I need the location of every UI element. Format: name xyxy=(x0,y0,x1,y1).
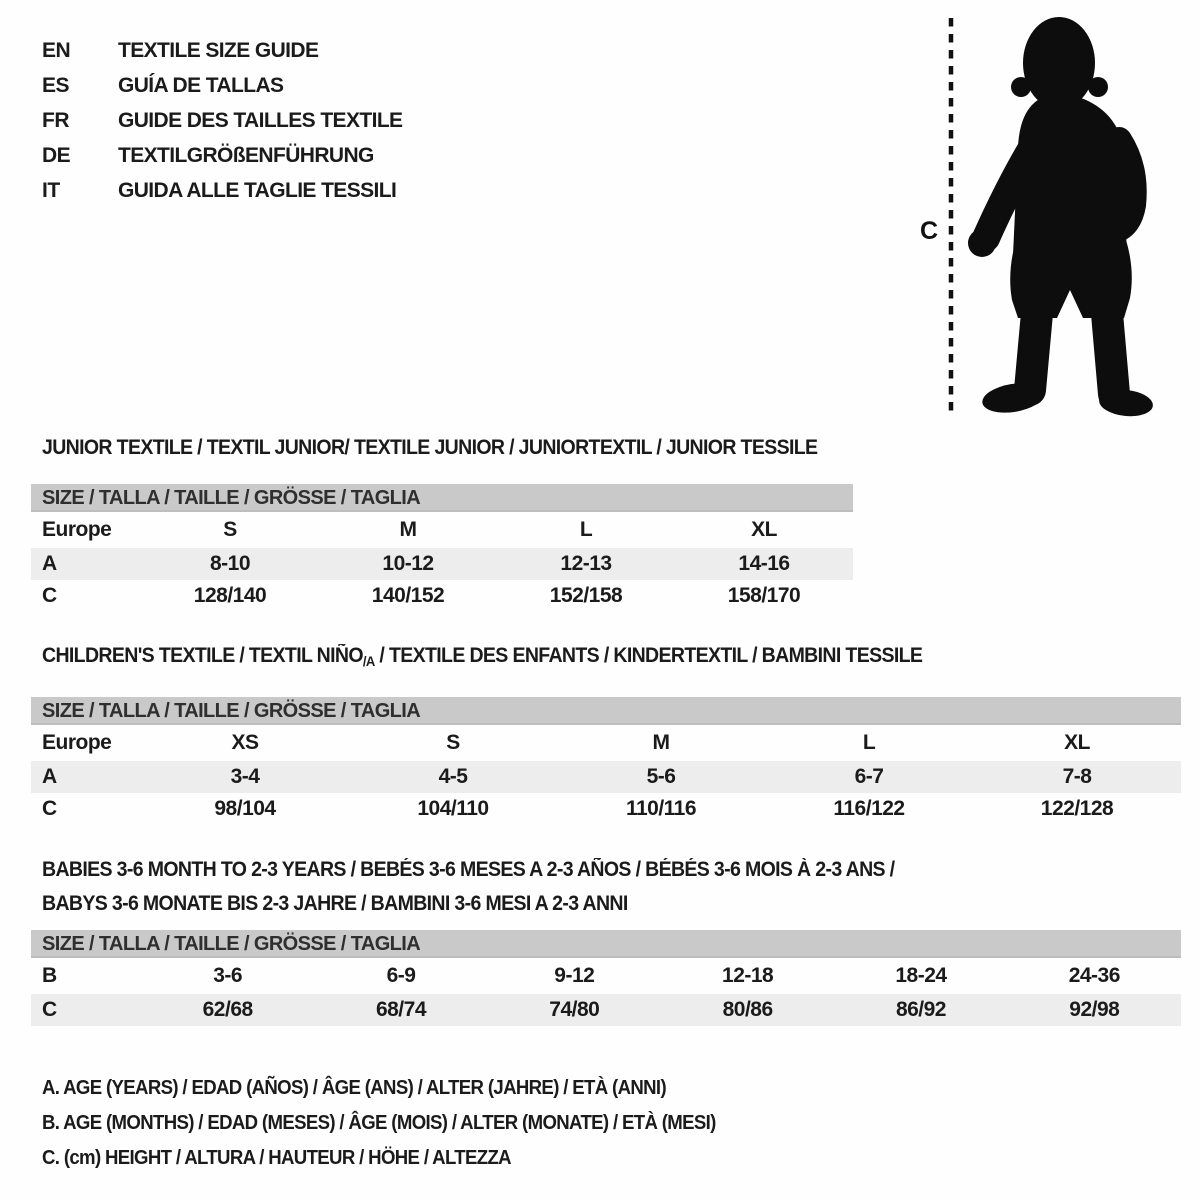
silhouette-hand-left xyxy=(968,229,996,257)
size-rows xyxy=(31,725,1181,825)
legend-line: B. AGE (MONTHS) / EDAD (MESES) / ÂGE (MOIS) / ALTER (MONATE) / ETÀ (MESI) xyxy=(42,1112,716,1134)
row-label: C xyxy=(42,998,57,1021)
size-value: 10-12 xyxy=(382,552,434,575)
language-row xyxy=(42,138,402,173)
title-subscript: /A xyxy=(362,653,375,669)
row-label: A xyxy=(42,765,57,788)
size-value: 3-6 xyxy=(213,964,243,987)
row-label: Europe xyxy=(42,731,112,754)
section-junior xyxy=(31,436,853,612)
size-value: M xyxy=(399,518,417,541)
size-rows xyxy=(31,512,853,612)
size-header-label: SIZE / TALLA / TAILLE / GRÖSSE / TAGLIA xyxy=(42,699,421,722)
section-title xyxy=(42,436,853,460)
language-label: TEXTILGRÖßENFÜHRUNG xyxy=(118,144,374,167)
size-value: 8-10 xyxy=(209,552,251,575)
row-label: Europe xyxy=(42,518,112,541)
table-row-europe xyxy=(31,725,1181,761)
section-title-line xyxy=(42,436,818,460)
size-value: 62/68 xyxy=(202,998,253,1021)
table-row-c xyxy=(31,793,1181,825)
size-value: 122/128 xyxy=(1040,797,1114,820)
silhouette-ear-left xyxy=(1011,77,1031,97)
section-title-line xyxy=(42,644,1101,673)
size-header-bar xyxy=(31,697,1181,725)
language-code: FR xyxy=(42,109,69,132)
size-value: XL xyxy=(751,518,777,541)
size-value: 3-4 xyxy=(230,765,260,788)
size-value: 12-13 xyxy=(560,552,612,575)
silhouette-leg-right xyxy=(1106,302,1114,394)
row-label: A xyxy=(42,552,57,575)
language-row xyxy=(42,103,402,138)
size-value: 9-12 xyxy=(554,964,595,987)
language-label: TEXTILE SIZE GUIDE xyxy=(118,39,319,62)
size-value: 98/104 xyxy=(214,797,276,820)
size-value: 158/170 xyxy=(727,584,801,607)
size-rows xyxy=(31,958,1181,1026)
size-value: 68/74 xyxy=(375,998,427,1021)
language-code: IT xyxy=(42,179,60,202)
size-header-label: SIZE / TALLA / TAILLE / GRÖSSE / TAGLIA xyxy=(42,932,421,955)
title-text: CHILDREN'S TEXTILE / TEXTIL NIÑO xyxy=(42,644,363,667)
silhouette-hand-right xyxy=(1100,198,1126,224)
section-children xyxy=(31,644,1181,825)
table-row-c xyxy=(31,580,853,612)
language-code: ES xyxy=(42,74,70,97)
language-list xyxy=(42,33,402,208)
size-value: 4-5 xyxy=(438,765,468,788)
section-babies xyxy=(31,853,1181,1026)
measure-c-label: C xyxy=(919,217,939,245)
size-value: S xyxy=(446,731,460,754)
section-title xyxy=(42,644,1181,673)
row-label: C xyxy=(42,584,57,607)
size-value: 140/152 xyxy=(371,584,445,607)
table-row-c xyxy=(31,994,1181,1026)
size-value: S xyxy=(223,518,237,541)
size-value: 6-7 xyxy=(854,765,884,788)
size-value: 18-24 xyxy=(895,964,947,987)
size-header-label: SIZE / TALLA / TAILLE / GRÖSSE / TAGLIA xyxy=(42,486,421,509)
section-title-line xyxy=(42,887,1101,921)
language-label: GUÍA DE TALLAS xyxy=(118,74,284,97)
size-value: 104/110 xyxy=(417,797,489,820)
size-value: 86/92 xyxy=(895,998,946,1021)
size-table xyxy=(31,484,853,612)
language-row xyxy=(42,33,402,68)
section-title-line xyxy=(42,853,1101,887)
size-value: 80/86 xyxy=(722,998,773,1021)
size-value: 152/158 xyxy=(549,584,623,607)
legend-line: A. AGE (YEARS) / EDAD (AÑOS) / ÂGE (ANS) / ALTER (JAHRE) / ETÀ (ANNI) xyxy=(42,1077,667,1099)
language-row xyxy=(42,68,402,103)
size-value: L xyxy=(579,518,593,541)
size-value: 6-9 xyxy=(386,964,416,987)
measurement-legend xyxy=(42,1071,766,1176)
row-label: C xyxy=(42,797,57,820)
title-text: JUNIOR TEXTILE / TEXTIL JUNIOR/ TEXTILE JUNIOR / JUNIORTEXTIL / JUNIOR TESSILE xyxy=(42,436,818,459)
table-row-a xyxy=(31,761,1181,793)
size-header-bar xyxy=(31,484,853,512)
legend-line: C. (cm) HEIGHT / ALTURA / HAUTEUR / HÖHE / ALTEZZA xyxy=(42,1147,511,1169)
size-value: 74/80 xyxy=(549,998,600,1021)
table-row-europe xyxy=(31,512,853,548)
title-text: BABYS 3-6 MONATE BIS 2-3 JAHRE / BAMBINI 3-6 MESI A 2-3 ANNI xyxy=(42,892,628,915)
size-value: 110/116 xyxy=(625,797,697,820)
size-table xyxy=(31,930,1181,1026)
size-value: 128/140 xyxy=(193,584,267,607)
language-row xyxy=(42,173,402,208)
row-label: B xyxy=(42,964,57,987)
size-value: XS xyxy=(231,731,259,754)
silhouette-ear-right xyxy=(1088,77,1108,97)
size-value: 92/98 xyxy=(1069,998,1120,1021)
language-code: EN xyxy=(42,39,71,62)
toddler-silhouette-icon xyxy=(968,17,1154,419)
title-text: / TEXTILE DES ENFANTS / KINDERTEXTIL / BAMBINI TESSILE xyxy=(374,644,923,667)
size-value: 116/122 xyxy=(833,797,905,820)
size-value: 7-8 xyxy=(1062,765,1092,788)
table-row-b xyxy=(31,958,1181,994)
size-value: XL xyxy=(1064,731,1090,754)
size-value: M xyxy=(652,731,670,754)
size-value: 14-16 xyxy=(738,552,790,575)
height-measure-figure xyxy=(900,0,1200,440)
size-header-bar xyxy=(31,930,1181,958)
size-value: L xyxy=(862,731,876,754)
size-value: 24-36 xyxy=(1068,964,1120,987)
size-value: 5-6 xyxy=(646,765,676,788)
table-row-a xyxy=(31,548,853,580)
language-code: DE xyxy=(42,144,71,167)
size-value: 12-18 xyxy=(722,964,774,987)
size-table xyxy=(31,697,1181,825)
silhouette-leg-left xyxy=(1030,302,1038,390)
language-label: GUIDA ALLE TAGLIE TESSILI xyxy=(118,179,397,202)
title-text: BABIES 3-6 MONTH TO 2-3 YEARS / BEBÉS 3-6 MESES A 2-3 AÑOS / BÉBÉS 3-6 MOIS À 2-3 ANS / xyxy=(42,858,895,881)
language-label: GUIDE DES TAILLES TEXTILE xyxy=(118,109,403,132)
section-title xyxy=(42,853,1181,921)
